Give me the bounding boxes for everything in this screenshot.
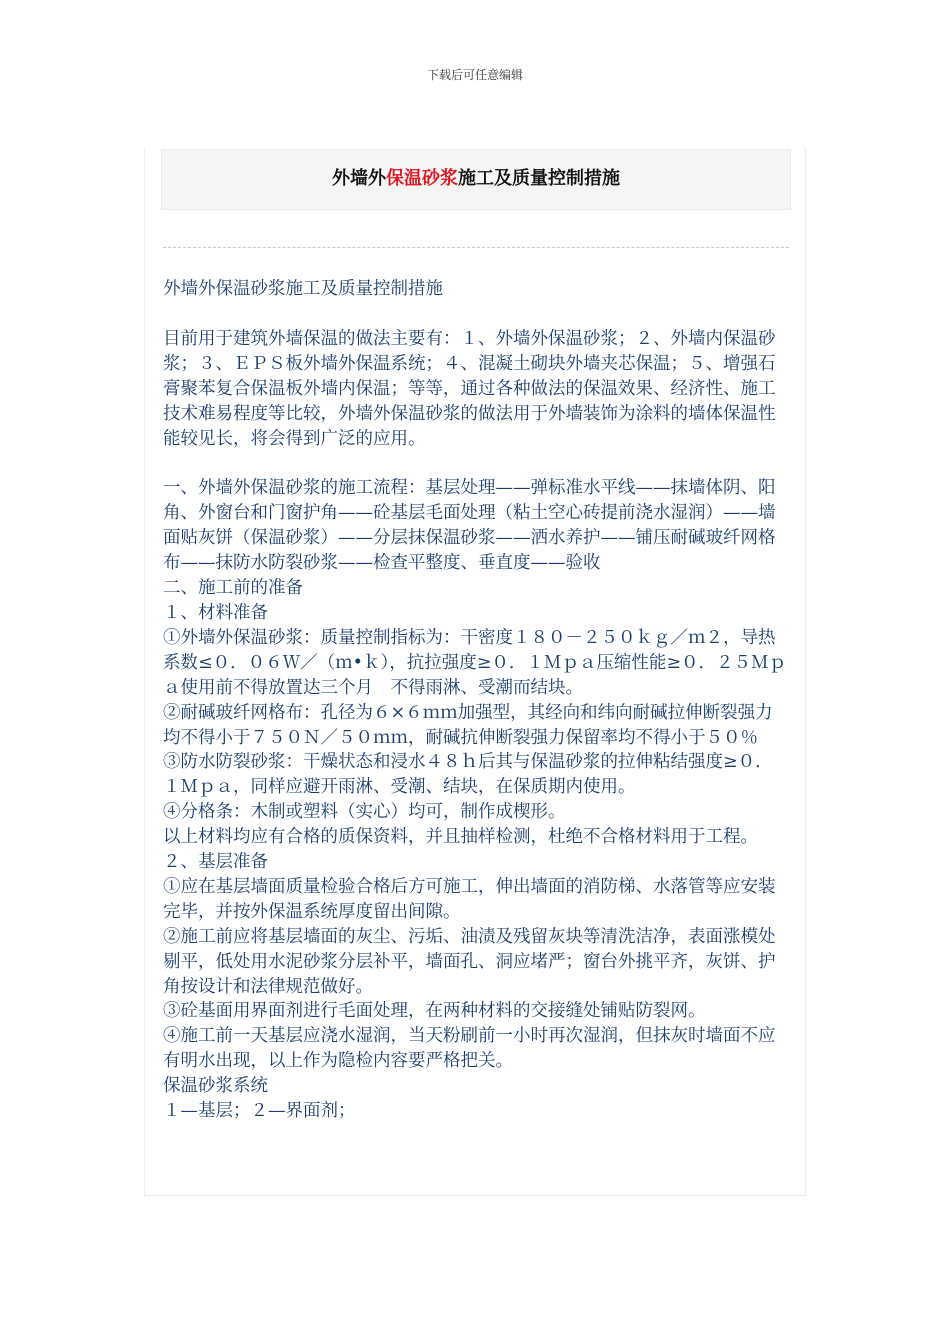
- title-highlight[interactable]: 保温砂浆: [386, 168, 458, 189]
- article-card: [144, 147, 806, 1196]
- list-item: ④施工前一天基层应浇水湿润，当天粉刷前一小时再次湿润，但抹灰时墙面不应有明水出现，以上作为隐检内容要严格把关。: [163, 1026, 776, 1072]
- list-item: ①应在基层墙面质量检验合格后方可施工，伸出墙面的消防梯、水落管等应安装完毕，并按外保温系统厚度留出间隙。: [163, 876, 776, 922]
- body-paragraph: １—基层；２—界面剂；: [163, 1101, 356, 1122]
- paragraph-spacer: [163, 302, 787, 327]
- list-item: ③防水防裂砂浆：干燥状态和浸水４８ｈ后其与保温砂浆的拉伸粘结强度≥０．１Ｍｐａ，同样应避开雨淋、受潮、结块，在保质期内使用。: [163, 752, 773, 798]
- list-item: ②施工前应将基层墙面的灰尘、污垢、油渍及残留灰块等清洗洁净，表面涨模处剔平，低处用水泥砂浆分层补平，墙面孔、洞应堵严；窗台外挑平齐，灰饼、护角按设计和法律规范做好。: [163, 926, 776, 997]
- subtitle-paragraph: 外墙外保温砂浆施工及质量控制措施: [163, 279, 443, 299]
- title-part-3: 施工及质量控制措施: [458, 168, 620, 189]
- article-body: [163, 277, 787, 1124]
- intro-paragraph: 目前用于建筑外墙保温的做法主要有：１、外墙外保温砂浆；２、外墙内保温砂浆；３、ＥＰＳ板外墙外保温系统；４、混凝土砌块外墙夹芯保温；５、增强石膏聚苯复合保温板外墙内保温；等等，通过各种做法的保温效果、经济性、施工技术难易程度等比较，外墙外保温砂浆的做法用于外墙装饰为涂料的墙体保温性能较见长，将会得到广泛的应用。: [163, 328, 776, 449]
- article-title: [161, 149, 791, 210]
- process-paragraph: 一、外墙外保温砂浆的施工流程：基层处理——弹标准水平线——抹墙体阴、阳角、外窗台和门窗护角——砼基层毛面处理（粘土空心砖提前浇水湿润）——墙面贴灰饼（保温砂浆）——分层抹保温砂浆——洒水养护——铺压耐碱玻纤网格布——抹防水防裂砂浆——检查平整度、垂直度——验收: [163, 478, 776, 574]
- subsection-heading: １、材料准备: [163, 602, 268, 623]
- body-paragraph: 保温砂浆系统: [163, 1076, 268, 1097]
- list-item: ③砼基面用界面剂进行毛面处理，在两种材料的交接缝处铺贴防裂网。: [163, 1001, 706, 1022]
- section-heading: 二、施工前的准备: [163, 578, 303, 599]
- body-paragraph: 以上材料均应有合格的质保资料，并且抽样检测，杜绝不合格材料用于工程。: [163, 827, 758, 848]
- list-item: ④分格条：木制或塑料（实心）均可，制作成楔形。: [163, 802, 566, 823]
- title-part-1: 外墙外: [332, 168, 386, 189]
- list-item: ②耐碱玻纤网格布：孔径为６×６ｍｍ加强型，其经向和纬向耐碱拉伸断裂强力均不得小于７５０Ｎ／５０ｍｍ，耐碱抗伸断裂强力保留率均不得小于５０％: [163, 702, 773, 748]
- subsection-heading: ２、基层准备: [163, 852, 268, 873]
- list-item: ①外墙外保温砂浆：质量控制指标为：干密度１８０－２５０ｋｇ／ｍ２，导热系数≤０．０６Ｗ／（ｍ•ｋ），抗拉强度≥０．１Ｍｐａ压缩性能≥０．２５Ｍｐａ使用前不得放置达三个月 不得雨淋、受潮而结块。: [163, 627, 787, 698]
- header-note: 下载后可任意编辑: [426, 68, 523, 82]
- dashed-divider: [163, 247, 789, 248]
- paragraph-spacer: [163, 451, 787, 476]
